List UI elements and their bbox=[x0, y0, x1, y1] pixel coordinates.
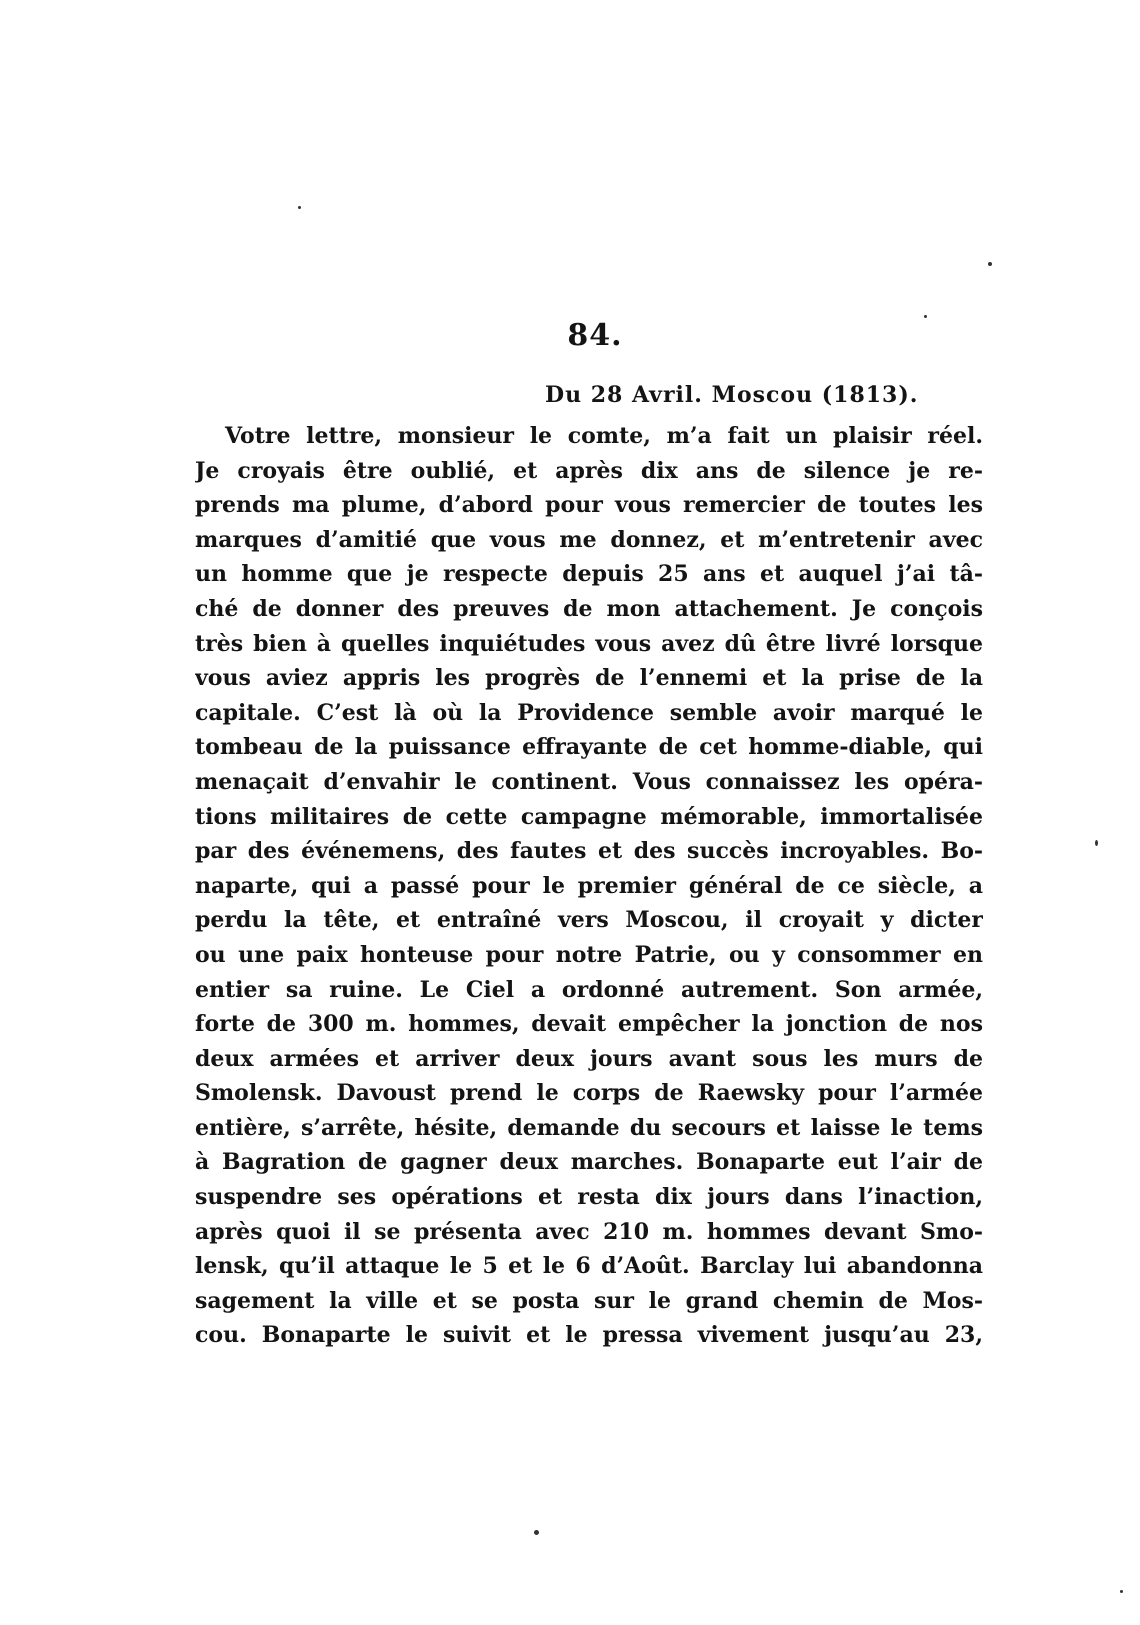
text-line: cou. Bonaparte le suivit et le pressa vivement jusqu’au 23, bbox=[195, 1322, 983, 1349]
scan-speck bbox=[1120, 1590, 1123, 1593]
text-line: Je croyais être oublié, et après dix ans de silence je re- bbox=[195, 457, 983, 484]
text-line: suspendre ses opérations et resta dix jours dans l’inaction, bbox=[195, 1184, 983, 1211]
scan-speck bbox=[298, 206, 301, 209]
letter-number: 84. bbox=[567, 318, 623, 353]
text-line: tions militaires de cette campagne mémorable, immortalisée bbox=[195, 803, 983, 830]
text-line: Smolensk. Davoust prend le corps de Raewsky pour l’armée bbox=[195, 1080, 983, 1107]
text-line: marques d’amitié que vous me donnez, et m’entretenir avec bbox=[195, 526, 983, 553]
text-line: sagement la ville et se posta sur le grand chemin de Mos- bbox=[195, 1287, 983, 1314]
text-line: lensk, qu’il attaque le 5 et le 6 d’Août. Barclay lui abandonna bbox=[195, 1253, 983, 1280]
text-line: entier sa ruine. Le Ciel a ordonné autrement. Son armée, bbox=[195, 976, 983, 1003]
letter-body bbox=[195, 419, 983, 1353]
scan-speck bbox=[534, 1530, 539, 1535]
text-line: entière, s’arrête, hésite, demande du secours et laisse le tems bbox=[195, 1114, 983, 1141]
text-line: menaçait d’envahir le continent. Vous connaissez les opéra- bbox=[195, 768, 983, 795]
text-line: prends ma plume, d’abord pour vous remercier de toutes les bbox=[195, 492, 983, 519]
text-line: capitale. C’est là où la Providence semble avoir marqué le bbox=[195, 699, 983, 726]
scan-speck bbox=[1095, 840, 1098, 846]
text-line: naparte, qui a passé pour le premier général de ce siècle, a bbox=[195, 872, 983, 899]
text-line: forte de 300 m. hommes, devait empêcher la jonction de nos bbox=[195, 1011, 983, 1038]
text-line: tombeau de la puissance effrayante de cet homme-diable, qui bbox=[195, 734, 983, 761]
text-line: ou une paix honteuse pour notre Patrie, ou y consommer en bbox=[195, 941, 983, 968]
text-line: très bien à quelles inquiétudes vous avez dû être livré lorsque bbox=[195, 630, 983, 657]
text-line: ché de donner des preuves de mon attachement. Je conçois bbox=[195, 595, 983, 622]
scan-speck bbox=[988, 262, 992, 266]
scan-speck bbox=[924, 315, 927, 318]
text-line: vous aviez appris les progrès de l’ennemi et la prise de la bbox=[195, 665, 983, 692]
dateline: Du 28 Avril. Moscou (1813). bbox=[545, 382, 919, 408]
text-line: à Bagration de gagner deux marches. Bonaparte eut l’air de bbox=[195, 1149, 983, 1176]
text-line: deux armées et arriver deux jours avant sous les murs de bbox=[195, 1045, 983, 1072]
text-line: un homme que je respecte depuis 25 ans et auquel j’ai tâ- bbox=[195, 561, 983, 588]
text-line: Votre lettre, monsieur le comte, m’a fait un plaisir réel. bbox=[225, 423, 983, 449]
text-line: après quoi il se présenta avec 210 m. hommes devant Smo- bbox=[195, 1218, 983, 1245]
text-line: perdu la tête, et entraîné vers Moscou, il croyait y dicter bbox=[195, 907, 983, 934]
text-line: par des événemens, des fautes et des succès incroyables. Bo- bbox=[195, 838, 983, 865]
